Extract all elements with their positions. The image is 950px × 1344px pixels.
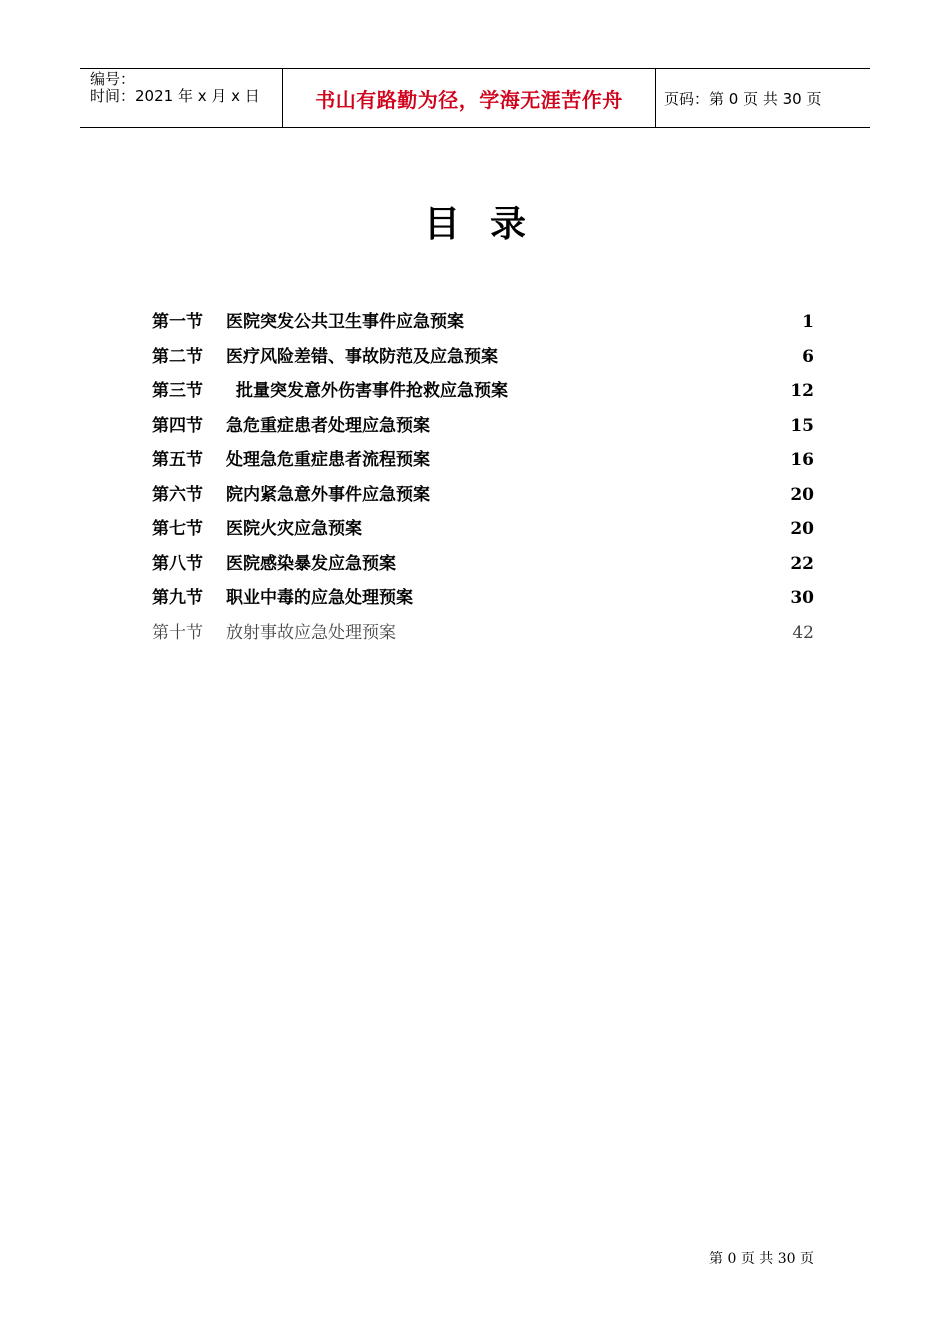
document-number-label: 编号： xyxy=(90,70,136,88)
toc-entry[interactable] xyxy=(152,374,814,409)
toc-page-number: 20 xyxy=(790,484,814,505)
toc-title: 医疗风险差错、事故防范及应急预案 xyxy=(226,346,498,367)
toc-entry[interactable] xyxy=(152,340,814,375)
toc-title: 职业中毒的应急处理预案 xyxy=(226,588,413,608)
table-of-contents xyxy=(152,305,814,650)
toc-page-number: 20 xyxy=(790,519,814,539)
page-title: 目录 xyxy=(423,203,556,245)
toc-entry[interactable] xyxy=(152,443,814,478)
toc-section: 第一节 xyxy=(152,312,203,332)
document-time-label: 时间：2021 年 x 月 x 日 xyxy=(90,87,260,105)
toc-section: 第四节 xyxy=(152,415,203,436)
toc-title: 批量突发意外伤害事件抢救应急预案 xyxy=(236,381,508,401)
header-meta xyxy=(80,69,282,128)
toc-section: 第六节 xyxy=(152,484,203,505)
toc-page-number: 1 xyxy=(802,312,814,332)
toc-section: 第八节 xyxy=(152,553,203,574)
toc-title: 医院火灾应急预案 xyxy=(226,519,362,539)
toc-entry[interactable] xyxy=(152,581,814,616)
toc-section: 第七节 xyxy=(152,519,203,539)
toc-page-number: 6 xyxy=(802,346,814,367)
toc-title: 处理急危重症患者流程预案 xyxy=(226,450,430,470)
toc-page-number: 15 xyxy=(790,415,814,436)
toc-title: 院内紧急意外事件应急预案 xyxy=(226,484,430,505)
toc-title: 医院感染暴发应急预案 xyxy=(226,553,396,574)
toc-title: 急危重症患者处理应急预案 xyxy=(226,415,430,436)
toc-section: 第三节 xyxy=(152,381,203,401)
header-motto: 书山有路勤为径，学海无涯苦作舟 xyxy=(282,69,656,128)
toc-page-number: 42 xyxy=(792,622,814,643)
toc-title: 放射事故应急处理预案 xyxy=(226,622,396,643)
header-page-indicator: 页码：第 0 页 共 30 页 xyxy=(664,90,822,108)
toc-title: 医院突发公共卫生事件应急预案 xyxy=(226,312,464,332)
toc-entry[interactable] xyxy=(152,512,814,547)
toc-entry[interactable] xyxy=(152,409,814,444)
toc-entry[interactable] xyxy=(152,305,814,340)
toc-section: 第九节 xyxy=(152,588,203,608)
toc-entry[interactable] xyxy=(152,616,814,651)
toc-section: 第十节 xyxy=(152,622,203,643)
toc-entry[interactable] xyxy=(152,478,814,513)
toc-section: 第五节 xyxy=(152,450,203,470)
toc-entry[interactable] xyxy=(152,547,814,582)
toc-section: 第二节 xyxy=(152,346,203,367)
toc-page-number: 22 xyxy=(790,553,814,574)
page-header xyxy=(80,68,870,128)
toc-page-number: 16 xyxy=(790,450,814,470)
page-footer: 第 0 页 共 30 页 xyxy=(709,1251,814,1267)
toc-page-number: 30 xyxy=(790,588,814,608)
toc-page-number: 12 xyxy=(790,381,814,401)
